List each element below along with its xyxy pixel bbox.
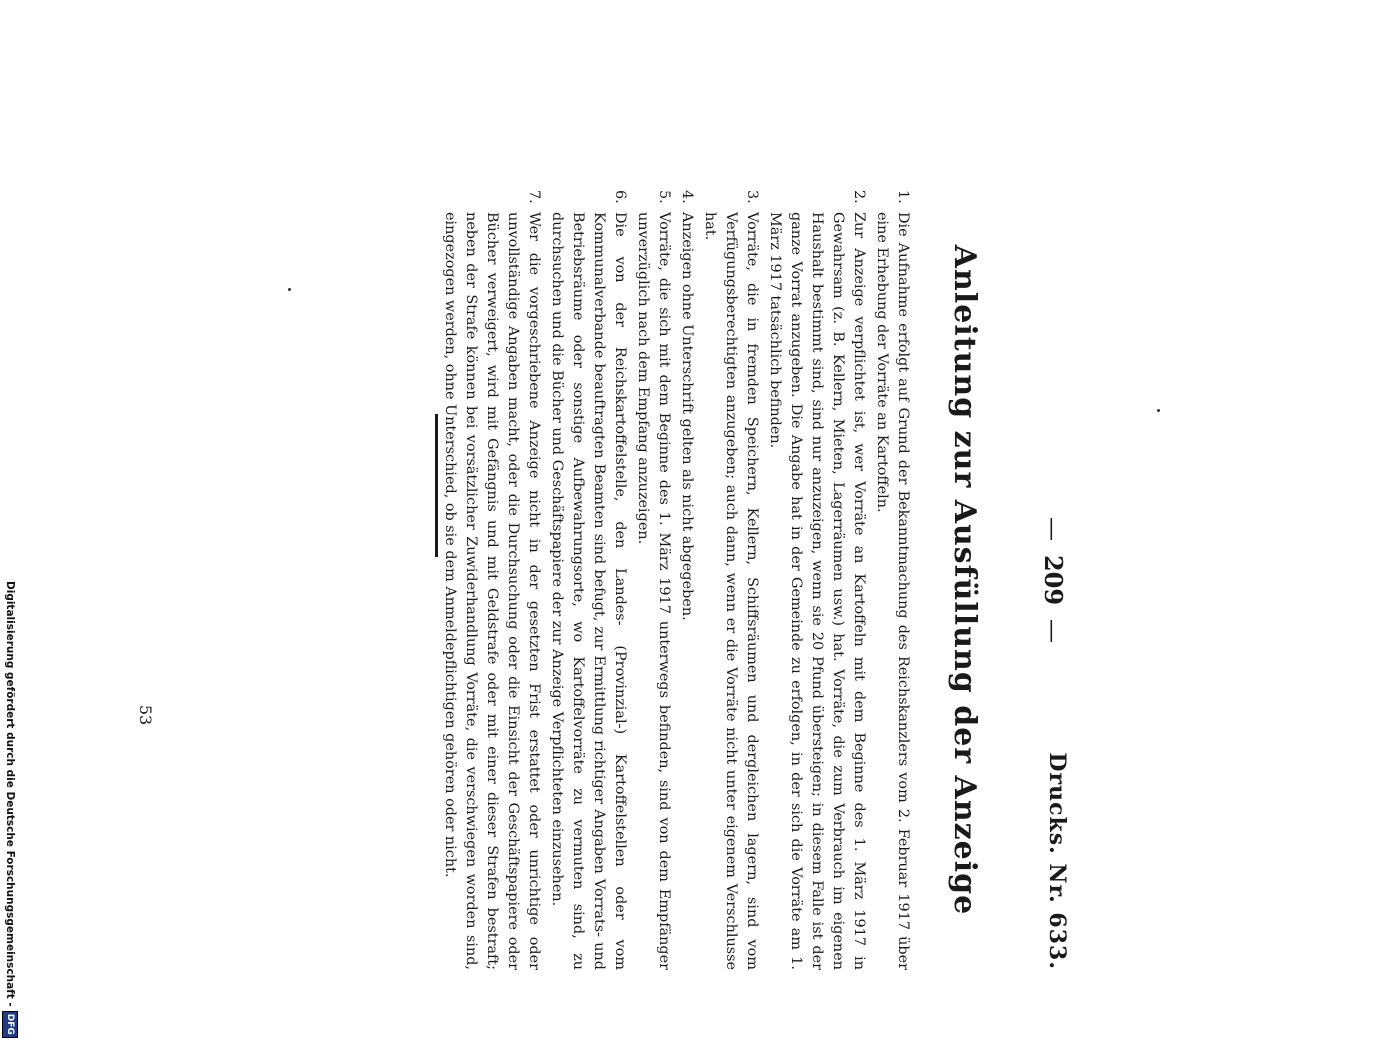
list-item bbox=[439, 190, 544, 970]
folio-number: 53 bbox=[136, 704, 155, 726]
instruction-list bbox=[439, 190, 913, 970]
list-item bbox=[871, 190, 913, 970]
list-item bbox=[632, 190, 674, 970]
page-number-value: 209 bbox=[1039, 554, 1068, 606]
item-text: Vorräte, die sich mit dem Beginne des 1. März 1917 unterwegs befinden, sind von dem Empfänger unverzüglich nach dem Empfang anzuzeigen. bbox=[635, 212, 672, 970]
credit-text: Digitalisierung gefördert durch die Deutsche Forschungsgemeinschaft - bbox=[4, 581, 16, 1007]
page-title: Anleitung zur Ausfüllung der Anzeige bbox=[947, 244, 982, 916]
page-header bbox=[1030, 190, 1070, 970]
list-item bbox=[699, 190, 762, 970]
section-divider-rule bbox=[435, 414, 438, 557]
page-number bbox=[1039, 190, 1068, 970]
digitization-credit bbox=[1, 581, 19, 1035]
scan-speck bbox=[1157, 409, 1160, 412]
item-text: Die Aufnahme erfolgt auf Grund der Bekanntmachung des Reichskanzlers vom 2. Februar 1917 über eine Erhebung der Vorräte an Kartoffeln. bbox=[874, 212, 911, 970]
list-item bbox=[764, 190, 869, 970]
item-number: 2. bbox=[851, 190, 867, 204]
rotated-page bbox=[442, 190, 1070, 970]
page-number-dash-left: — bbox=[1039, 516, 1067, 541]
item-text: Wer die vorgeschriebene Anzeige nicht in der gesetzten Frist erstattet oder unrichtige oder unvollständige Angaben macht, oder die Durchsuchung oder die Einsicht der Geschäftspapiere oder Bücher verweigert, wird mit Gefängnis und mit Geldstrafe oder mit einer dieser Strafen bestraft; neben der Strafe können bei vorsätzlicher Zuwiderhandlung Vorräte, die verschwiegen worden sind, eingezogen werden, ohne Unterschied, ob sie dem Anmeldepflichtigen gehören oder nicht. bbox=[442, 212, 542, 970]
item-number: 4. bbox=[679, 190, 695, 204]
list-item bbox=[676, 190, 697, 970]
dfg-logo: DFG bbox=[2, 1011, 18, 1038]
drucksache-number: Drucks. Nr. 633. bbox=[1044, 752, 1070, 970]
item-number: 6. bbox=[612, 190, 628, 204]
item-number: 7. bbox=[526, 190, 542, 204]
item-number: 3. bbox=[744, 190, 760, 204]
item-number: 5. bbox=[656, 190, 672, 204]
item-text: Vorräte, die in fremden Speichern, Kellern, Schiffsräumen und dergleichen lagern, sind vom Verfügungsberechtigten anzugeben; auch dann, wenn er die Vorräte nicht unter eigenem Verschlusse hat. bbox=[702, 212, 760, 970]
page-number-dash-right: — bbox=[1039, 619, 1067, 644]
item-text: Anzeigen ohne Unterschrift gelten als nicht abgegeben. bbox=[679, 212, 695, 621]
list-item bbox=[546, 190, 630, 970]
scan-speck bbox=[288, 288, 291, 291]
item-text: Zur Anzeige verpflichtet ist, wer Vorräte an Kartoffeln mit dem Beginne des 1. März 1917 in Gewahrsam (z. B. Kellern, Mieten, Lagerräumen usw.) hat. Vorräte, die zum Verbrauch im eigenen Haushalt bestimmt sind, sind nur anzuzeigen, wenn sie 20 Pfund übersteigen; in diesem Falle ist der ganze Vorrat anzugeben. Die Angabe hat in der Gemeinde zu erfolgen, in der sich die Vorräte am 1. März 1917 tatsächlich befinden. bbox=[767, 212, 867, 970]
item-number: 1. bbox=[895, 190, 911, 204]
item-text: Die von der Reichskartoffelstelle, den Landes- (Provinzial-) Kartoffelstellen oder vom Kommunalverbande beauftragten Beamten sind befugt, zur Ermittlung richtiger Angaben Vorrats- und Betriebsräume oder sonstige Aufbewahrungsorte, wo Kartoffelvorräte zu vermuten sind, zu durchsuchen und die Bücher und Geschäftspapiere der zur Anzeige Verpflichteten einzusehen. bbox=[549, 212, 628, 970]
